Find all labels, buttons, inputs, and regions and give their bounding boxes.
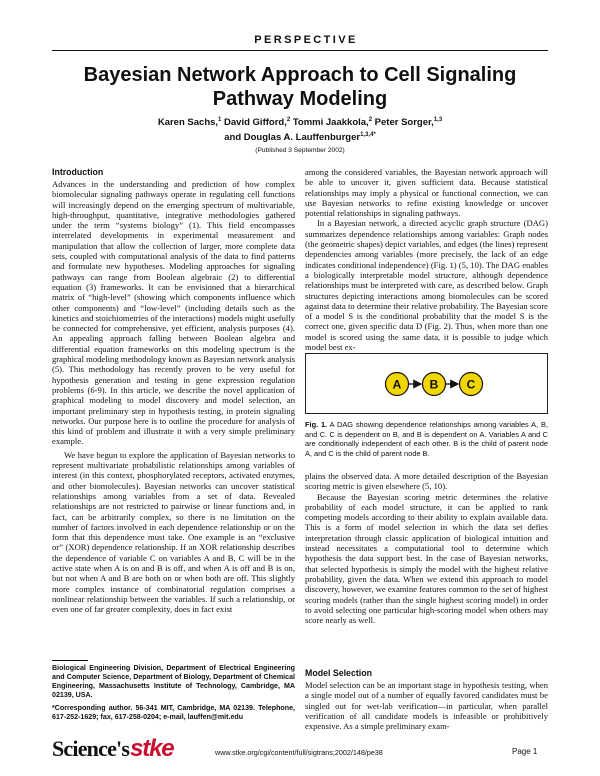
author-affil-mark: 1,3 <box>433 117 443 123</box>
author-affil-mark: 2 <box>368 117 373 123</box>
author-affil-mark: 1 <box>218 117 222 123</box>
published-date: (Published 3 September 2002) <box>255 147 345 154</box>
footnote-rule <box>52 660 88 661</box>
author-name: Tommi Jaakkola, <box>290 117 369 128</box>
author-name: and Douglas A. Lauffenburger <box>224 132 361 143</box>
affiliations: Biological Engineering Division, Department of Electrical Engineering and Computer Science, Department of Biology, Department of Chemical Engineering, Massachusetts Institute of Technology, Cambridge, MA 02139, USA. <box>52 664 295 699</box>
title-line-2: Pathway Modeling <box>212 88 388 110</box>
right-column-top <box>305 167 548 352</box>
right-column-bottom <box>305 668 548 731</box>
author-name: Karen Sachs, <box>157 117 219 128</box>
figure-1-caption <box>305 420 548 458</box>
title-line-1: Bayesian Network Approach to Cell Signaling <box>83 64 517 86</box>
logo-stke-text: stke <box>130 735 174 762</box>
model-selection-heading: Model Selection <box>305 668 372 678</box>
paragraph: Model selection can be an important stage in hypothesis testing, when a single model out of a number of equally favored candidates must be singled out for wet-lab verification—in particular, when parallel verification of all candidate models is infeasible or prohibitively expensive. As a simple preliminary exam- <box>305 680 548 732</box>
author-affil-mark: 2 <box>286 117 291 123</box>
science-stke-logo[interactable] <box>52 737 173 761</box>
paragraph: In a Bayesian network, a directed acyclic graph structure (DAG) summarizes dependence relationships among variables: Graph nodes (the geometric shapes) depict variables, and edges (the lines) represent dependencies among variables (more precisely, the lack of an edge indicates conditional independence) (Fig. 1) (5, 10). The DAG enables a biologically interpretable model structure, although dependence relationships must be interpreted with care, as described below. Graph structures depicting interactions among biomolecules can be scored against data to determine their relative probability. The Bayesian score of a model S is the conditional probability that the model S is the correct one, given specific data D (Fig. 2). Thus, when more than one model is scored using the same data, it is possible to judge which model best ex- <box>305 218 548 353</box>
section-label: PERSPECTIVE <box>254 34 358 46</box>
author-list <box>52 115 548 145</box>
right-column-middle <box>305 471 548 625</box>
dag-graph <box>306 354 547 413</box>
figure-label: Fig. 1. <box>305 420 328 429</box>
caption-text: A DAG showing dependence relationships among variables A, B, and C. C is dependent on B, and B is dependent on A. Variables A and C are conditionally independent of each other. B is the child of parent node A, and C is the child of parent node B. <box>305 420 548 458</box>
paragraph: plains the observed data. A more detailed description of the Bayesian scoring metric is given elsewhere (5, 10). <box>305 471 548 492</box>
paragraph: Because the Bayesian scoring metric determines the relative probability of each model structure, it can be applied to rank competing models according to their ability to explain available data. This is a form of model selection in which the data set defies interpretation through classic application of biological intuition and instead necessitates a computational tool to determine which hypothesis the data support best. In the case of Bayesian networks, that selected hypothesis is simply the model with the highest relative probability, given the data. When we extend this approach to model discovery, however, we examine features common to the set of highest scoring models (rather than the single highest scoring model) in order to avoid selecting one particular high-scoring model when others may score nearly as well. <box>305 491 548 626</box>
author-name: David Gifford, <box>221 117 287 128</box>
article-url[interactable]: www.stke.org/cgi/content/full/sigtrans;2002/148/pe38 <box>215 748 383 757</box>
article-title <box>52 63 548 111</box>
figure-1-diagram <box>305 353 548 414</box>
header-rule <box>52 50 548 51</box>
paragraph: Advances in the understanding and prediction of how complex biomolecular signaling pathways operate in regulating cell functions will increasingly depend on the emerging spectrum of multivariable, high-throughput, quantitative, integrative methodologies gathered under the term “systems biology” (1). This field encompasses interrelated developments in experimental measurement and manipulation that allow the collection of larger, more complete data sets, coupled with computational analysis of the data to find patterns and formulate new hypotheses. Modeling approaches for signaling pathways can range from Boolean algebraic (2) to differential equation (3) frameworks. It can be envisioned that a hierarchical matrix of “high-level” (showing which components influence which other components) and “low-level” (including details such as the kinetics and stoichiometries of the interactions) models might usefully be connected for comprehensive, yet efficient, analysis purposes (4). An appealing approach falling between Boolean algebra and differential equation frameworks on this modeling spectrum is the graphical modeling methodology known as Bayesian network analysis (5). This methodology has recently proven to be very useful for hypothesis generation and testing in gene expression regulation problems (6-9). In this article, we describe the novel application of graphical modeling to model discovery and model selection, an important preliminary step in hypothesis testing, in protein signaling networks. Our purpose here is to outline the procedure for analysis of this kind of problem and illustrate it with a very simple preliminary example. <box>52 179 295 447</box>
paragraph: We have begun to explore the application of Bayesian networks to represent multivariate probabilistic relationships among variables of interest (in this context, phosphorylated receptors, activated enzymes, and other biomolecules). Bayesian networks can uncover statistical relationships among variables from a set of data. Revealed relationships are not restricted to pairwise or linear functions and, in fact, can be arbitrarily complex, so there is no limitation on the number of factors involved in each dependence relationship or on the form that this dependence must take. One example is an “exclusive or” (XOR) dependence relationship. If an XOR relationship describes the dependence of variable C on variables A and B, C will be in the active state when A is on and B is off, and when A is off and B is on, but not when A and B are both on or when both are off. This slightly more complex instance of combinatorial regulation comprises a nonlinear relationship between the variables. If such a relationship, or even one of far greater complexity, does in fact exist <box>52 449 295 615</box>
author-name: Peter Sorger, <box>372 117 434 128</box>
corresponding-author: *Corresponding author. 56-341 MIT, Cambridge, MA 02139. Telephone, 617-252-1629; fax, 617-258-0204; e-mail, lauffen@mit.edu <box>52 704 295 721</box>
author-affil-mark: 1,3,4* <box>360 132 376 138</box>
paragraph: among the considered variables, the Bayesian network approach will be able to uncover it, given sufficient data. Because statistical relationships may imply a physical or functional connection, we can use Bayesian networks to refine existing knowledge or uncover potential relationships in signaling pathways. <box>305 167 548 219</box>
node-b-label: B <box>429 377 439 392</box>
introduction-heading: Introduction <box>52 167 104 177</box>
left-column <box>52 167 295 614</box>
node-c-label: C <box>466 377 476 392</box>
node-a-label: A <box>392 377 402 392</box>
logo-science-text: Science's <box>52 736 130 761</box>
page-number: Page 1 <box>512 747 538 756</box>
